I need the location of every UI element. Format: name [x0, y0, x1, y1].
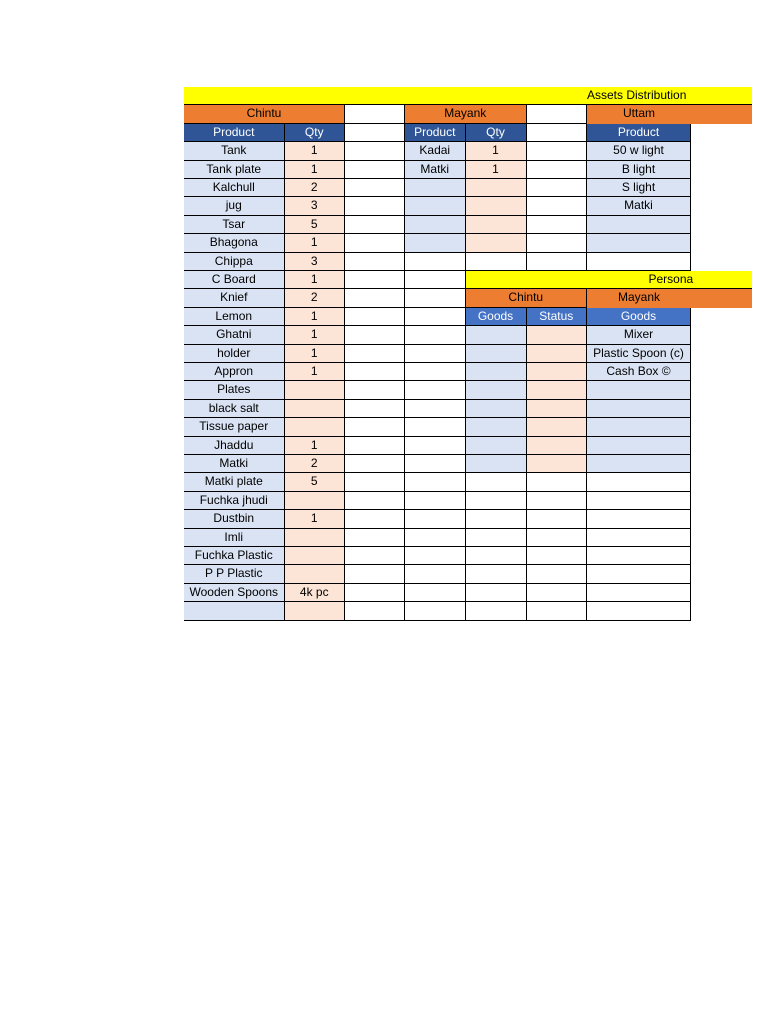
personal-chintu-status-cell[interactable]	[527, 418, 588, 436]
spacer-cell	[527, 179, 588, 197]
empty-cell[interactable]	[405, 437, 466, 455]
personal-chintu-goods-cell[interactable]	[466, 363, 527, 381]
spacer-cell	[345, 602, 405, 620]
empty-cell[interactable]	[587, 547, 691, 565]
uttam-product-cell[interactable]	[587, 216, 691, 234]
empty-cell[interactable]	[587, 510, 691, 528]
personal-mayank-goods-cell[interactable]: Plastic Spoon (c)	[587, 345, 691, 363]
personal-chintu-status-cell[interactable]	[527, 400, 588, 418]
group-uttam: Uttam	[587, 105, 752, 123]
spacer-cell	[527, 197, 588, 215]
empty-cell[interactable]	[466, 584, 527, 602]
personal-chintu-goods-cell[interactable]	[466, 437, 527, 455]
spacer-cell	[345, 253, 405, 271]
spacer-cell	[345, 142, 405, 160]
uttam-product-cell[interactable]: Matki	[587, 197, 691, 215]
empty-cell[interactable]	[587, 492, 691, 510]
empty-cell[interactable]	[405, 492, 466, 510]
empty-cell[interactable]	[587, 473, 691, 491]
empty-cell[interactable]	[405, 602, 466, 620]
personal-mayank-goods-cell[interactable]	[587, 455, 691, 473]
spacer-cell	[345, 308, 405, 326]
spacer-cell	[345, 124, 405, 142]
personal-group-chintu: Chintu	[466, 289, 588, 307]
chintu-qty-cell[interactable]: 1	[285, 271, 346, 289]
empty-cell[interactable]	[466, 253, 527, 271]
chintu-product-cell[interactable]: Matki plate	[184, 473, 285, 491]
spacer-cell	[345, 271, 405, 289]
mayank-product-cell[interactable]	[405, 179, 466, 197]
chintu-product-cell[interactable]: Knief	[184, 289, 285, 307]
empty-cell[interactable]	[466, 602, 527, 620]
empty-cell[interactable]	[405, 326, 466, 344]
mayank-qty-cell[interactable]	[466, 216, 527, 234]
spacer-cell	[345, 363, 405, 381]
chintu-qty-cell[interactable]: 1	[285, 345, 346, 363]
chintu-qty-cell[interactable]: 1	[285, 363, 346, 381]
personal-chintu-goods-cell[interactable]	[466, 400, 527, 418]
empty-cell[interactable]	[405, 584, 466, 602]
spacer-cell	[527, 105, 588, 123]
spacer-cell	[527, 234, 588, 252]
spacer-cell	[527, 216, 588, 234]
empty-cell[interactable]	[527, 492, 588, 510]
chintu-product-cell[interactable]: C Board	[184, 271, 285, 289]
empty-cell[interactable]	[405, 455, 466, 473]
chintu-product-cell[interactable]: Imli	[184, 529, 285, 547]
personal-mayank-goods-cell[interactable]	[587, 437, 691, 455]
empty-cell[interactable]	[405, 308, 466, 326]
chintu-qty-cell[interactable]: 2	[285, 455, 346, 473]
personal-group-mayank: Mayank	[587, 289, 752, 307]
spacer-cell	[345, 584, 405, 602]
personal-chintu-status-cell[interactable]	[527, 437, 588, 455]
chintu-product-cell[interactable]: Bhagona	[184, 234, 285, 252]
empty-cell[interactable]	[466, 565, 527, 583]
empty-cell[interactable]	[405, 473, 466, 491]
spacer-cell	[345, 345, 405, 363]
chintu-qty-cell[interactable]	[285, 529, 346, 547]
chintu-product-cell[interactable]: Matki	[184, 455, 285, 473]
chintu-qty-cell[interactable]: 1	[285, 234, 346, 252]
group-mayank: Mayank	[405, 105, 527, 123]
mayank-product-cell[interactable]: Kadai	[405, 142, 466, 160]
mayank-product-cell[interactable]	[405, 197, 466, 215]
personal-chintu-status-cell[interactable]	[527, 381, 588, 399]
header-qty: Qty	[285, 124, 346, 142]
personal-mayank-goods-cell[interactable]: Cash Box ©	[587, 363, 691, 381]
mayank-product-cell[interactable]: Matki	[405, 161, 466, 179]
spacer-cell	[345, 105, 405, 123]
empty-cell[interactable]	[527, 510, 588, 528]
chintu-qty-cell[interactable]: 4k pc	[285, 584, 346, 602]
empty-cell[interactable]	[527, 473, 588, 491]
personal-chintu-goods-cell[interactable]	[466, 455, 527, 473]
chintu-product-cell[interactable]: jug	[184, 197, 285, 215]
empty-cell[interactable]	[527, 565, 588, 583]
empty-cell[interactable]	[466, 547, 527, 565]
spacer-cell	[345, 289, 405, 307]
chintu-qty-cell[interactable]	[285, 381, 346, 399]
spacer-cell	[345, 492, 405, 510]
chintu-product-cell[interactable]: Ghatni	[184, 326, 285, 344]
uttam-product-cell[interactable]: B light	[587, 161, 691, 179]
chintu-qty-cell[interactable]	[285, 565, 346, 583]
spacer-cell	[345, 437, 405, 455]
chintu-qty-cell[interactable]: 5	[285, 473, 346, 491]
spacer-cell	[345, 161, 405, 179]
personal-chintu-status-cell[interactable]	[527, 326, 588, 344]
personal-chintu-status-cell[interactable]	[527, 455, 588, 473]
personal-chintu-goods-cell[interactable]	[466, 381, 527, 399]
empty-cell[interactable]	[405, 363, 466, 381]
personal-title: Persona	[466, 271, 753, 289]
chintu-qty-cell[interactable]: 2	[285, 289, 346, 307]
chintu-qty-cell[interactable]: 3	[285, 253, 346, 271]
chintu-product-cell[interactable]: Wooden Spoons	[184, 584, 285, 602]
personal-mayank-goods-cell[interactable]	[587, 418, 691, 436]
empty-cell[interactable]	[405, 529, 466, 547]
spacer-cell	[527, 124, 588, 142]
spacer-cell	[527, 142, 588, 160]
empty-cell[interactable]	[405, 565, 466, 583]
empty-cell[interactable]	[466, 510, 527, 528]
spacer-cell	[527, 253, 588, 271]
chintu-product-cell[interactable]: Tissue paper	[184, 418, 285, 436]
empty-cell[interactable]	[405, 418, 466, 436]
header-qty: Qty	[466, 124, 527, 142]
personal-mayank-goods-cell[interactable]	[587, 400, 691, 418]
empty-cell[interactable]	[466, 529, 527, 547]
uttam-product-cell[interactable]: 50 w light	[587, 142, 691, 160]
personal-chintu-status-cell[interactable]	[527, 363, 588, 381]
chintu-qty-cell[interactable]: 1	[285, 326, 346, 344]
assets-distribution-title: Assets Distribution	[184, 87, 752, 105]
personal-chintu-goods-cell[interactable]	[466, 418, 527, 436]
personal-chintu-goods-cell[interactable]	[466, 345, 527, 363]
chintu-product-cell[interactable]: Tank	[184, 142, 285, 160]
empty-cell[interactable]	[527, 547, 588, 565]
chintu-qty-cell[interactable]: 2	[285, 179, 346, 197]
spacer-cell	[345, 510, 405, 528]
empty-cell[interactable]	[587, 253, 691, 271]
spacer-cell	[345, 179, 405, 197]
mayank-product-cell[interactable]	[405, 216, 466, 234]
chintu-qty-cell[interactable]: 1	[285, 510, 346, 528]
uttam-product-cell[interactable]	[587, 234, 691, 252]
spacer-cell	[345, 197, 405, 215]
group-chintu: Chintu	[184, 105, 345, 123]
header-product: Product	[184, 124, 285, 142]
chintu-qty-cell[interactable]	[285, 602, 346, 620]
chintu-product-cell[interactable]: Lemon	[184, 308, 285, 326]
empty-cell[interactable]	[466, 473, 527, 491]
empty-cell[interactable]	[587, 584, 691, 602]
spacer-cell	[345, 381, 405, 399]
chintu-qty-cell[interactable]: 1	[285, 161, 346, 179]
spacer-cell	[345, 400, 405, 418]
header-product: Product	[587, 124, 691, 142]
spacer-cell	[345, 473, 405, 491]
empty-cell[interactable]	[405, 271, 466, 289]
mayank-qty-cell[interactable]	[466, 197, 527, 215]
spacer-cell	[345, 529, 405, 547]
empty-cell[interactable]	[587, 602, 691, 620]
chintu-product-cell[interactable]: P P Plastic	[184, 565, 285, 583]
chintu-product-cell[interactable]: Kalchull	[184, 179, 285, 197]
chintu-qty-cell[interactable]: 1	[285, 437, 346, 455]
spacer-cell	[345, 234, 405, 252]
chintu-product-cell[interactable]: Tsar	[184, 216, 285, 234]
chintu-product-cell[interactable]: Fuchka jhudi	[184, 492, 285, 510]
empty-cell[interactable]	[527, 602, 588, 620]
empty-cell[interactable]	[587, 565, 691, 583]
empty-cell[interactable]	[405, 510, 466, 528]
empty-cell[interactable]	[405, 345, 466, 363]
chintu-qty-cell[interactable]	[285, 400, 346, 418]
chintu-product-cell[interactable]: Dustbin	[184, 510, 285, 528]
empty-cell[interactable]	[527, 584, 588, 602]
chintu-qty-cell[interactable]	[285, 418, 346, 436]
spacer-cell	[345, 547, 405, 565]
header-product: Product	[405, 124, 466, 142]
mayank-product-cell[interactable]	[405, 234, 466, 252]
mayank-qty-cell[interactable]	[466, 179, 527, 197]
chintu-product-cell[interactable]: Jhaddu	[184, 437, 285, 455]
personal-mayank-goods-cell[interactable]	[587, 381, 691, 399]
personal-chintu-status-cell[interactable]	[527, 345, 588, 363]
mayank-qty-cell[interactable]: 1	[466, 142, 527, 160]
chintu-qty-cell[interactable]	[285, 492, 346, 510]
empty-cell[interactable]	[466, 492, 527, 510]
chintu-qty-cell[interactable]: 5	[285, 216, 346, 234]
personal-mayank-goods-cell[interactable]: Mixer	[587, 326, 691, 344]
chintu-product-cell[interactable]: Plates	[184, 381, 285, 399]
mayank-qty-cell[interactable]: 1	[466, 161, 527, 179]
spacer-cell	[345, 418, 405, 436]
header-status: Status	[527, 308, 588, 326]
chintu-product-cell[interactable]: Appron	[184, 363, 285, 381]
empty-cell[interactable]	[587, 529, 691, 547]
chintu-qty-cell[interactable]: 3	[285, 197, 346, 215]
uttam-product-cell[interactable]: S light	[587, 179, 691, 197]
spacer-cell	[345, 455, 405, 473]
empty-cell[interactable]	[405, 253, 466, 271]
empty-cell[interactable]	[405, 381, 466, 399]
chintu-product-cell[interactable]: Chippa	[184, 253, 285, 271]
mayank-qty-cell[interactable]	[466, 234, 527, 252]
chintu-product-cell[interactable]: holder	[184, 345, 285, 363]
spacer-cell	[345, 216, 405, 234]
header-goods: Goods	[466, 308, 527, 326]
chintu-qty-cell[interactable]: 1	[285, 142, 346, 160]
spacer-cell	[527, 161, 588, 179]
personal-chintu-goods-cell[interactable]	[466, 326, 527, 344]
chintu-product-cell[interactable]: black salt	[184, 400, 285, 418]
empty-cell[interactable]	[527, 529, 588, 547]
spacer-cell	[345, 326, 405, 344]
chintu-qty-cell[interactable]: 1	[285, 308, 346, 326]
empty-cell[interactable]	[405, 547, 466, 565]
empty-cell[interactable]	[405, 289, 466, 307]
empty-cell[interactable]	[405, 400, 466, 418]
chintu-product-cell[interactable]	[184, 602, 285, 620]
chintu-qty-cell[interactable]	[285, 547, 346, 565]
chintu-product-cell[interactable]: Tank plate	[184, 161, 285, 179]
header-goods: Goods	[587, 308, 691, 326]
chintu-product-cell[interactable]: Fuchka Plastic	[184, 547, 285, 565]
spacer-cell	[345, 565, 405, 583]
